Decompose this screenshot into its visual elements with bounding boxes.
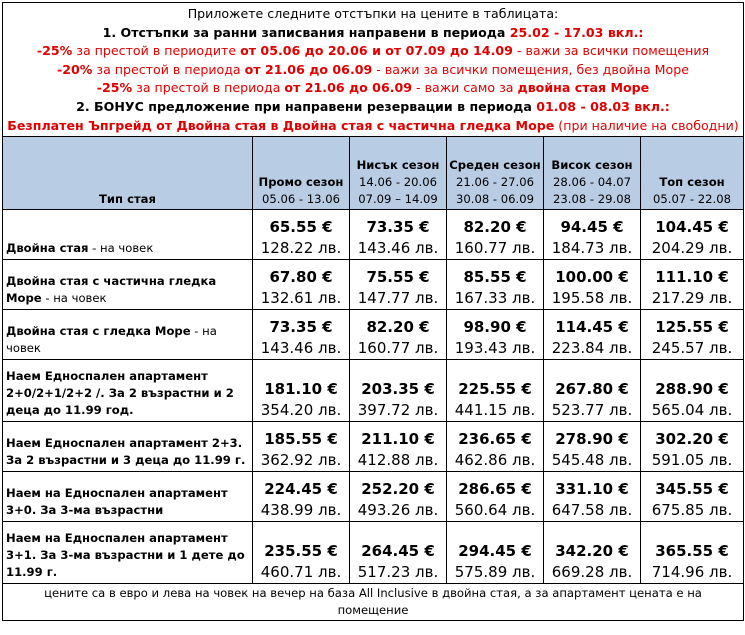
price-cell xyxy=(544,260,641,310)
price-bgn: 560.64 лв. xyxy=(454,501,536,520)
footer-note: цените са в евро и лева на човек на вечер на база All Inclusive в двойна стая, а за апартамент цената е на помещение xyxy=(3,584,744,621)
season-header-row xyxy=(3,137,744,210)
price-eur: 236.65 € xyxy=(458,430,532,449)
price-eur: 331.10 € xyxy=(555,480,629,499)
room-type-qualifier: - на човек xyxy=(88,241,154,256)
price-eur: 111.10 € xyxy=(655,268,729,287)
price-bgn: 128.22 лв. xyxy=(260,239,342,258)
price-cell xyxy=(253,360,350,422)
price-bgn: 517.23 лв. xyxy=(357,563,439,582)
price-bgn: 362.92 лв. xyxy=(260,451,342,470)
price-cell xyxy=(641,522,744,584)
room-type-header: Тип стая xyxy=(3,137,253,210)
price-eur: 65.55 € xyxy=(269,218,333,237)
season-header-low: Нисък сезон 14.06 - 20.06 07.09 – 14.09 xyxy=(350,137,447,210)
price-cell xyxy=(447,360,544,422)
price-bgn: 217.29 лв. xyxy=(651,289,733,308)
discount-line-2: -20% за престой в периода от 21.06 до 06.09 - важи за всички помещения, без двойна Море xyxy=(57,61,689,77)
price-eur: 252.20 € xyxy=(361,480,435,499)
room-type-name: Двойна стая с частична гледка Море xyxy=(6,274,217,306)
room-type-cell xyxy=(3,472,253,522)
price-bgn: 143.46 лв. xyxy=(260,339,342,358)
price-cell xyxy=(641,260,744,310)
room-type-qualifier: - на човек xyxy=(41,291,107,306)
room-type-name: Наем Едноспален апартамент 2+3. За 2 възрастни и 3 деца до 11.99 г. xyxy=(6,436,246,468)
price-eur: 85.55 € xyxy=(463,268,527,287)
price-bgn: 647.58 лв. xyxy=(551,501,633,520)
price-bgn: 669.28 лв. xyxy=(551,563,633,582)
price-eur: 94.45 € xyxy=(560,218,624,237)
price-cell xyxy=(544,210,641,260)
price-eur: 288.90 € xyxy=(655,380,729,399)
price-cell xyxy=(544,310,641,360)
price-bgn: 591.05 лв. xyxy=(651,451,733,470)
price-cell xyxy=(350,210,447,260)
price-cell xyxy=(350,422,447,472)
room-type-name: Двойна стая xyxy=(6,241,89,256)
price-cell xyxy=(447,210,544,260)
price-eur: 73.35 € xyxy=(366,218,430,237)
price-bgn: 147.77 лв. xyxy=(357,289,439,308)
price-bgn: 545.48 лв. xyxy=(551,451,633,470)
room-type-name: Двойна стая с гледка Море xyxy=(6,324,191,339)
price-cell xyxy=(641,360,744,422)
price-cell xyxy=(447,260,544,310)
price-eur: 82.20 € xyxy=(366,318,430,337)
price-eur: 286.65 € xyxy=(458,480,532,499)
price-eur: 235.55 € xyxy=(264,542,338,561)
room-type-cell xyxy=(3,210,253,260)
price-bgn: 143.46 лв. xyxy=(357,239,439,258)
price-cell xyxy=(350,522,447,584)
price-eur: 278.90 € xyxy=(555,430,629,449)
price-eur: 82.20 € xyxy=(463,218,527,237)
price-bgn: 160.77 лв. xyxy=(357,339,439,358)
notice-intro: Приложете следните отстъпки на цените в таблицата: xyxy=(187,6,559,21)
discount-line-1: -25% за престой в периодите от 05.06 до 20.06 и от 07.09 до 14.09 - важи за всички помещения xyxy=(36,43,710,59)
room-type-name: Наем на Едноспален апартамент 3+1. За 3-ма възрастни и 1 дете до 11.99 г. xyxy=(6,531,245,580)
table-row xyxy=(3,472,744,522)
price-cell xyxy=(253,422,350,472)
price-bgn: 493.26 лв. xyxy=(357,501,439,520)
price-eur: 125.55 € xyxy=(655,318,729,337)
price-cell xyxy=(544,360,641,422)
price-bgn: 193.43 лв. xyxy=(454,339,536,358)
room-type-qualifier: - на човек xyxy=(6,324,217,356)
discount-line-3: -25% за престой в периода от 21.06 до 06.09 - важи само за двойна стая Море xyxy=(96,80,650,96)
price-bgn: 438.99 лв. xyxy=(260,501,342,520)
table-row xyxy=(3,260,744,310)
price-bgn: 523.77 лв. xyxy=(551,401,633,420)
room-type-cell xyxy=(3,522,253,584)
price-cell xyxy=(447,310,544,360)
season-header-mid: Среден сезон 21.06 - 27.06 30.08 - 06.09 xyxy=(447,137,544,210)
price-bgn: 245.57 лв. xyxy=(651,339,733,358)
price-cell xyxy=(447,522,544,584)
price-bgn: 160.77 лв. xyxy=(454,239,536,258)
table-row xyxy=(3,360,744,422)
price-bgn: 565.04 лв. xyxy=(651,401,733,420)
price-bgn: 223.84 лв. xyxy=(551,339,633,358)
room-type-cell xyxy=(3,360,253,422)
price-eur: 185.55 € xyxy=(264,430,338,449)
bonus-heading: 2. БОНУС предложение при направени резервации в периода 01.08 - 08.03 вкл.: xyxy=(76,98,670,114)
price-bgn: 204.29 лв. xyxy=(651,239,733,258)
price-cell xyxy=(641,422,744,472)
table-row xyxy=(3,210,744,260)
price-eur: 211.10 € xyxy=(361,430,435,449)
price-eur: 67.80 € xyxy=(269,268,333,287)
price-bgn: 195.58 лв. xyxy=(551,289,633,308)
price-cell xyxy=(253,472,350,522)
table-row xyxy=(3,310,744,360)
price-eur: 100.00 € xyxy=(555,268,629,287)
price-eur: 75.55 € xyxy=(366,268,430,287)
price-cell xyxy=(253,310,350,360)
price-eur: 302.20 € xyxy=(655,430,729,449)
price-eur: 365.55 € xyxy=(655,542,729,561)
price-bgn: 412.88 лв. xyxy=(357,451,439,470)
price-bgn: 132.61 лв. xyxy=(260,289,342,308)
price-bgn: 675.85 лв. xyxy=(651,501,733,520)
price-bgn: 460.71 лв. xyxy=(260,563,342,582)
table-row xyxy=(3,422,744,472)
price-eur: 98.90 € xyxy=(463,318,527,337)
price-cell xyxy=(350,260,447,310)
price-cell xyxy=(641,472,744,522)
price-cell xyxy=(544,472,641,522)
price-bgn: 167.33 лв. xyxy=(454,289,536,308)
price-eur: 104.45 € xyxy=(655,218,729,237)
room-type-name: Наем на Едноспален апартамент 3+0. За 3-ма възрастни xyxy=(6,486,228,518)
price-eur: 264.45 € xyxy=(361,542,435,561)
table-row xyxy=(3,522,744,584)
room-type-cell xyxy=(3,260,253,310)
price-cell xyxy=(447,422,544,472)
season-header-top: Топ сезон 05.07 - 22.08 xyxy=(641,137,744,210)
price-cell xyxy=(253,210,350,260)
price-eur: 203.35 € xyxy=(361,380,435,399)
price-bgn: 462.86 лв. xyxy=(454,451,536,470)
price-cell xyxy=(641,210,744,260)
price-bgn: 397.72 лв. xyxy=(357,401,439,420)
discount-notice xyxy=(3,3,744,137)
price-cell xyxy=(350,472,447,522)
bonus-period: 01.08 - 08.03 вкл.: xyxy=(536,98,670,114)
price-table-container xyxy=(2,2,743,621)
price-cell xyxy=(253,260,350,310)
price-eur: 294.45 € xyxy=(458,542,532,561)
price-eur: 225.55 € xyxy=(458,380,532,399)
season-header-promo: Промо сезон 05.06 - 13.06 xyxy=(253,137,350,210)
price-cell xyxy=(350,360,447,422)
price-eur: 267.80 € xyxy=(555,380,629,399)
early-booking-period: 25.02 - 17.03 вкл.: xyxy=(509,24,644,40)
price-cell xyxy=(447,472,544,522)
price-table xyxy=(2,2,744,621)
price-cell xyxy=(253,522,350,584)
price-eur: 73.35 € xyxy=(269,318,333,337)
price-eur: 342.20 € xyxy=(555,542,629,561)
price-cell xyxy=(544,522,641,584)
price-bgn: 184.73 лв. xyxy=(551,239,633,258)
price-eur: 181.10 € xyxy=(264,380,338,399)
price-cell xyxy=(544,422,641,472)
room-rows xyxy=(3,210,744,584)
room-type-cell xyxy=(3,310,253,360)
price-cell xyxy=(350,310,447,360)
room-type-cell xyxy=(3,422,253,472)
price-eur: 345.55 € xyxy=(655,480,729,499)
upgrade-offer: Безплатен Ъпгрейд от Двойна стая в Двойна стая с частична гледка Море (при наличие на свободни) xyxy=(7,117,739,133)
price-bgn: 441.15 лв. xyxy=(454,401,536,420)
season-header-high: Висок сезон 28.06 - 04.07 23.08 - 29.08 xyxy=(544,137,641,210)
room-type-name: Наем Едноспален апартамент 2+0/2+1/2+2 /. За 2 възрастни и 2 деца до 11.99 год. xyxy=(6,369,234,418)
price-cell xyxy=(641,310,744,360)
price-bgn: 354.20 лв. xyxy=(260,401,342,420)
price-bgn: 575.89 лв. xyxy=(454,563,536,582)
early-booking-heading: 1. Отстъпки за ранни записвания направени в периода 25.02 - 17.03 вкл.: xyxy=(102,24,644,40)
price-eur: 224.45 € xyxy=(264,480,338,499)
price-bgn: 714.96 лв. xyxy=(651,563,733,582)
price-eur: 114.45 € xyxy=(555,318,629,337)
